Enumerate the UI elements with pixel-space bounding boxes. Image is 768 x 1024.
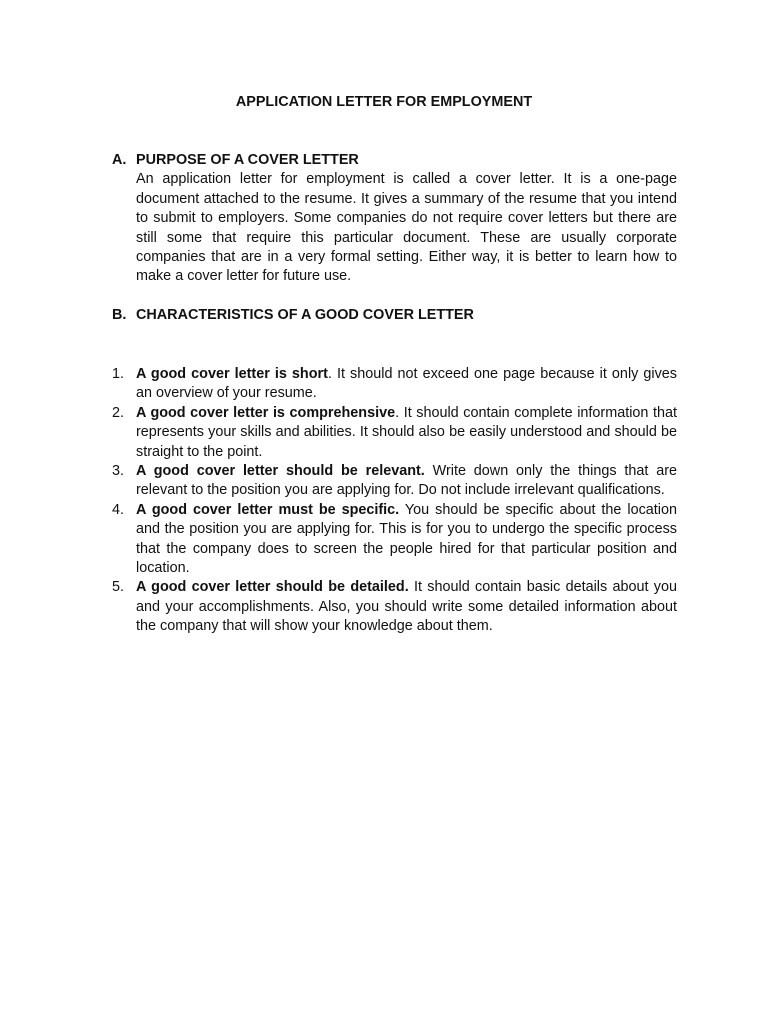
list-item-text bbox=[136, 462, 677, 501]
list-item-number: 3. bbox=[112, 463, 125, 480]
list-item bbox=[112, 462, 677, 501]
list-item-text bbox=[136, 501, 677, 579]
list-item-number: 4. bbox=[112, 501, 125, 518]
list-item-body: . It should not exceed one page because it only gives an overview of your resume. bbox=[136, 366, 677, 402]
section-body-paragraph: An application letter for employment is called a cover letter. It is a one-page document attached to the resume. It gives a summary of the resume that you intend to submit to employers. Some companies do not require cover letters but there are still some that require this particular document. These are usually corporate companies that are in a very formal setting. Either way, it is better to learn how to make a cover letter for future use. bbox=[136, 171, 677, 285]
list-item-number: 2. bbox=[112, 404, 125, 421]
list-item-lead: A good cover letter is short bbox=[136, 366, 328, 382]
list-item-lead: A good cover letter should be relevant. bbox=[136, 463, 425, 480]
list-item bbox=[112, 578, 677, 636]
list-item-number: 1. bbox=[112, 366, 125, 382]
list-item bbox=[112, 365, 677, 404]
list-item-body: Write down only the things that are relevant to the position you are applying for. Do not include irrelevant qualifications. bbox=[136, 463, 677, 499]
section-letter: B. bbox=[112, 307, 127, 323]
characteristics-list bbox=[112, 365, 677, 637]
section-letter: A. bbox=[112, 152, 127, 168]
section-purpose bbox=[112, 151, 677, 287]
list-item bbox=[112, 404, 677, 462]
list-item-text bbox=[136, 404, 677, 462]
section-heading-text: CHARACTERISTICS OF A GOOD COVER LETTER bbox=[136, 307, 474, 323]
list-item-lead: A good cover letter must be specific. bbox=[136, 501, 400, 518]
document-title: APPLICATION LETTER FOR EMPLOYMENT bbox=[235, 94, 533, 110]
list-item-body: You should be specific about the location and the position you are applying for. This is for you to undergo the specific process that the company does to screen the people hired for that particular position and location. bbox=[136, 501, 677, 577]
list-item-lead: A good cover letter is comprehensive bbox=[136, 404, 396, 421]
section-heading bbox=[112, 151, 677, 170]
section-characteristics bbox=[112, 306, 677, 325]
list-item-text bbox=[136, 365, 677, 404]
list-item-body: . It should contain complete information that represents your skills and abilities. It should also be easily understood and should be straight to the point. bbox=[136, 404, 677, 460]
section-heading-text: PURPOSE OF A COVER LETTER bbox=[136, 152, 359, 168]
list-item bbox=[112, 501, 677, 579]
list-item-text bbox=[136, 578, 677, 636]
list-item-lead: A good cover letter should be detailed. bbox=[136, 579, 409, 596]
list-item-number: 5. bbox=[112, 579, 125, 596]
section-heading bbox=[112, 306, 677, 325]
list-item-body: It should contain basic details about you and your accomplishments. Also, you should write some detailed information about the company that will show your knowledge about them. bbox=[136, 579, 677, 635]
